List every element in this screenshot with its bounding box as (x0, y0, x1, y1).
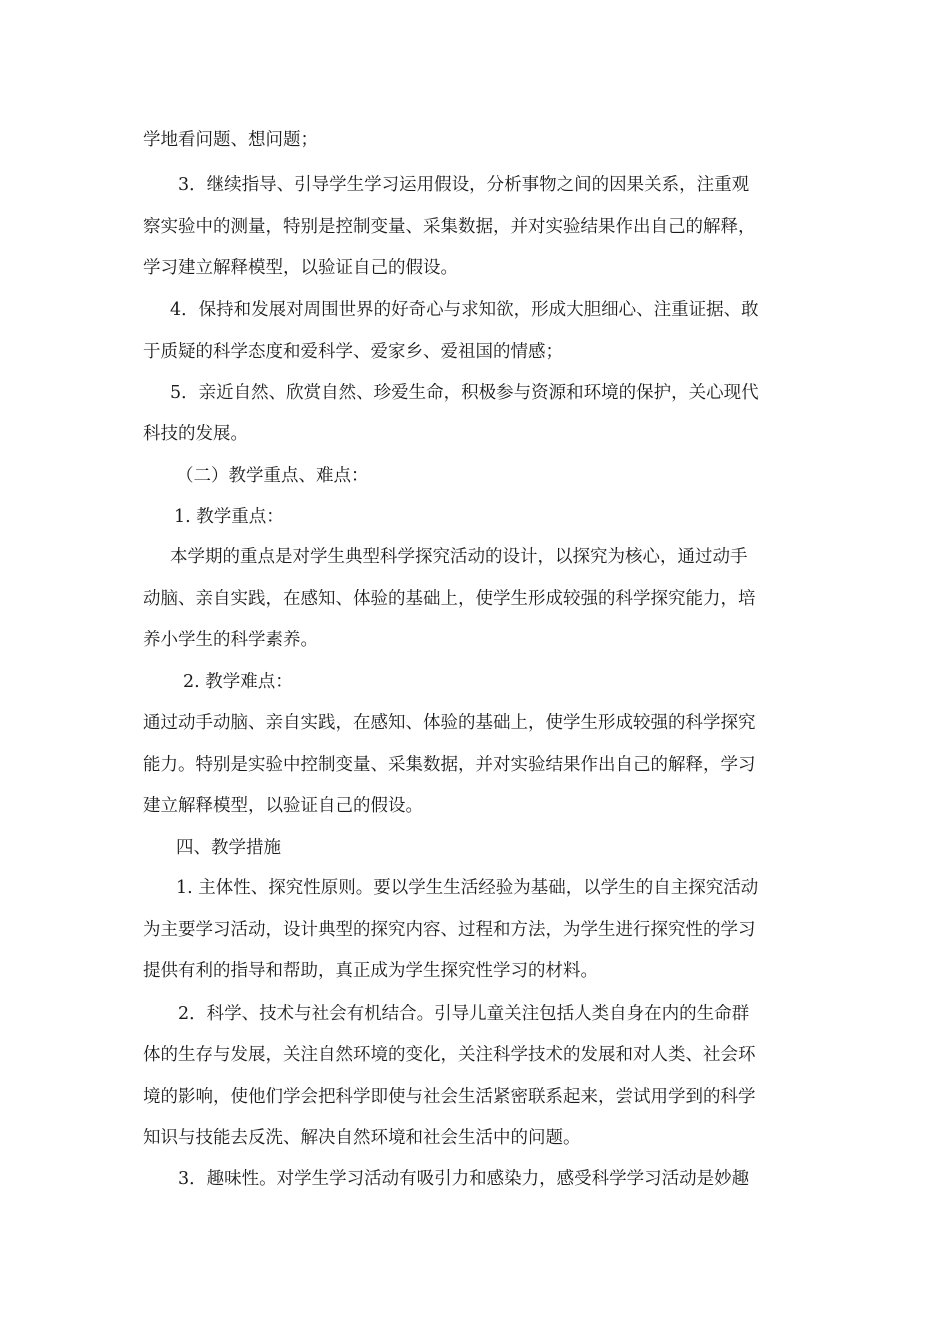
list-item-line: 3．趣味性。对学生学习活动有吸引力和感染力，感受科学学习活动是妙趣 (178, 1169, 750, 1189)
body-text-line: 通过动手动脑、亲自实践，在感知、体验的基础上，使学生形成较强的科学探究 (143, 713, 756, 733)
body-text-line: 本学期的重点是对学生典型科学探究活动的设计，以探究为核心，通过动手 (170, 547, 748, 567)
section-heading: （二）教学重点、难点： (176, 466, 369, 486)
body-text-line: 科技的发展。 (143, 424, 248, 444)
list-item-line: 5．亲近自然、欣赏自然、珍爱生命，积极参与资源和环境的保护，关心现代 (170, 383, 759, 403)
body-text-line: 能力。特别是实验中控制变量、采集数据，并对实验结果作出自己的解释，学习 (143, 755, 756, 775)
section-heading: 四、教学措施 (176, 838, 281, 858)
body-text-line: 境的影响，使他们学会把科学即使与社会生活紧密联系起来，尝试用学到的科学 (143, 1087, 756, 1107)
subsection-heading: 2. 教学难点： (183, 672, 293, 692)
body-text-line: 学习建立解释模型，以验证自己的假设。 (143, 258, 458, 278)
body-text-line: 于质疑的科学态度和爱科学、爱家乡、爱祖国的情感； (143, 342, 563, 362)
body-text-line: 动脑、亲自实践，在感知、体验的基础上，使学生形成较强的科学探究能力，培 (143, 589, 756, 609)
list-item-line: 4．保持和发展对周围世界的好奇心与求知欲，形成大胆细心、注重证据、敢 (170, 300, 759, 320)
body-text-line: 察实验中的测量，特别是控制变量、采集数据，并对实验结果作出自己的解释， (143, 217, 756, 237)
list-item-line: 3．继续指导、引导学生学习运用假设，分析事物之间的因果关系，注重观 (178, 175, 750, 195)
list-item-line: 2．科学、技术与社会有机结合。引导儿童关注包括人类自身在内的生命群 (178, 1004, 750, 1024)
body-text-line: 知识与技能去反洗、解决自然环境和社会生活中的问题。 (143, 1128, 581, 1148)
body-text-line: 学地看问题、想问题； (143, 130, 318, 150)
body-text-line: 为主要学习活动，设计典型的探究内容、过程和方法，为学生进行探究性的学习 (143, 920, 756, 940)
body-text-line: 提供有利的指导和帮助，真正成为学生探究性学习的材料。 (143, 961, 598, 981)
body-text-line: 体的生存与发展，关注自然环境的变化，关注科学技术的发展和对人类、社会环 (143, 1045, 756, 1065)
list-item-line: 1. 主体性、探究性原则。要以学生生活经验为基础，以学生的自主探究活动 (176, 878, 759, 898)
body-text-line: 建立解释模型，以验证自己的假设。 (143, 796, 423, 816)
subsection-heading: 1. 教学重点： (174, 507, 284, 527)
body-text-line: 养小学生的科学素养。 (143, 630, 318, 650)
